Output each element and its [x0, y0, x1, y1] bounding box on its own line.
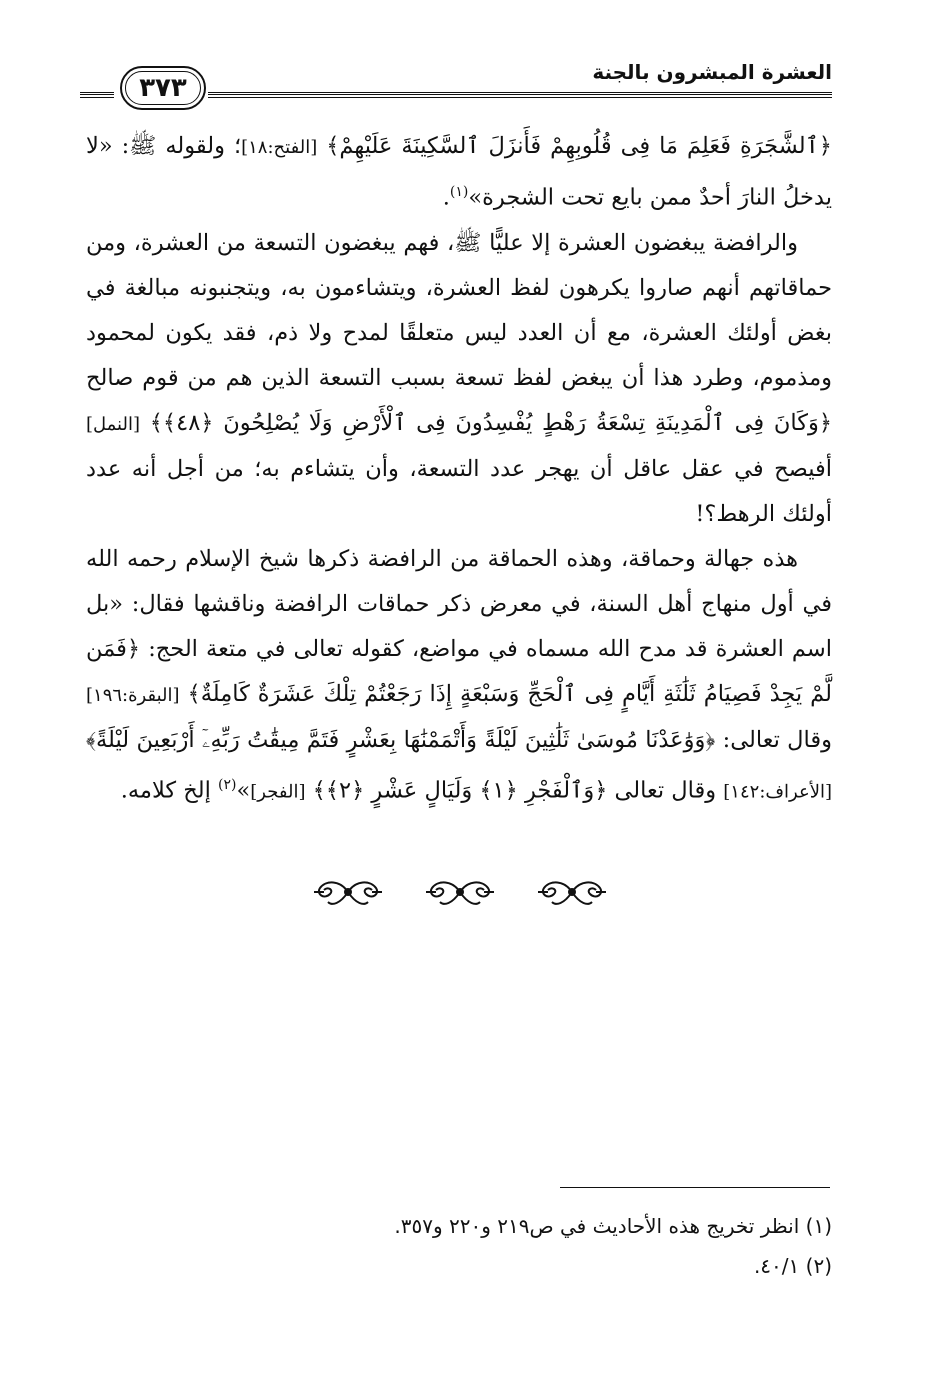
quran-verse: ﴿وَوَٰعَدْنَا مُوسَىٰ ثَلَٰثِينَ لَيْلَةً وَأَتْمَمْنَٰهَا بِعَشْرٍ فَتَمَّ مِيقَٰتُ رَبِّهِۦٓ أَرْبَعِينَ لَيْلَةً﴾	[86, 726, 716, 753]
footnote-2	[232, 1246, 832, 1286]
ornament-icon	[422, 872, 498, 912]
paragraph-1	[86, 124, 832, 221]
paragraph-text: ؛ ولقوله ﷺ: «لا يدخلُ النارَ أحدٌ ممن بايع تحت الشجرة»	[86, 133, 832, 211]
paragraph-end: .	[442, 184, 450, 211]
footnote-number: (٢)	[805, 1254, 832, 1278]
paragraph-text: وقال تعالى	[614, 777, 717, 803]
footnote-marker: (١)	[449, 184, 469, 200]
ornament-icon	[534, 872, 610, 912]
verse-reference: [الفتح:١٨]	[241, 137, 318, 158]
footnote-number: (١)	[805, 1214, 832, 1238]
paragraph-text: هذه جهالة وحماقة، وهذه الحماقة من الرافضة ذكرها شيخ الإسلام رحمه الله في أول منهاج أهل السنة، في معرض ذكر حماقات الرافضة وناقشها فقال: «بل اسم العشرة قد مدح الله مسماه في مواضع، كقوله تعالى في متعة الحج:	[86, 545, 833, 662]
paragraph-end: إلخ كلامه.	[120, 777, 211, 803]
quran-verse: ﴿وَكَانَ فِى ٱلْمَدِينَةِ تِسْعَةُ رَهْطٍ يُفْسِدُونَ فِى ٱلْأَرْضِ وَلَا يُصْلِحُونَ ﴿٤٨﴾﴾	[149, 409, 832, 436]
header-rule-left	[80, 92, 114, 98]
verse-reference: [الأعراف:١٤٢]	[723, 781, 832, 802]
section-ornaments	[310, 872, 610, 916]
page-number-text: ٣٧٣	[139, 73, 187, 103]
verse-reference: [الفجر]	[250, 781, 306, 802]
running-title: العشرة المبشرون بالجنة	[592, 60, 832, 84]
paragraph-2	[86, 221, 832, 537]
footnote-text: انظر تخريج هذه الأحاديث في ص٢١٩ و٢٢٠ و٣٥٧.	[394, 1214, 800, 1238]
body-text	[86, 124, 832, 814]
paragraph-text: وقال تعالى:	[722, 726, 833, 753]
header-rule	[208, 92, 832, 98]
footnotes	[232, 1206, 832, 1286]
paragraph-text: أفيصح في عقل عاقل أن يهجر عدد التسعة، وأن يتشاءم به؛ من أجل أنه عدد أولئك الرهط؟!	[86, 455, 832, 527]
verse-reference: [النمل]	[86, 413, 140, 435]
footnote-text: ٤٠/١.	[753, 1254, 800, 1278]
footnote-separator	[560, 1187, 830, 1188]
page-number	[120, 66, 206, 110]
quran-verse: ﴿فَمَن لَّمْ يَجِدْ فَصِيَامُ ثَلَٰثَةِ أَيَّامٍ فِى ٱلْحَجِّ وَسَبْعَةٍ إِذَا رَجَعْتُمْ تِلْكَ عَشَرَةٌ كَامِلَةٌ﴾	[86, 635, 832, 707]
footnote-marker: (٢)	[218, 776, 237, 793]
ornament-icon	[310, 872, 386, 912]
paragraph-text: والرافضة يبغضون العشرة إلا عليًّا ﷺ، فهم يبغضون التسعة من العشرة، ومن حماقاتهم أنهم صاروا يكرهون لفظ العشرة، ويتشاءمون به، ويتجنبونه مبالغة في بغض أولئك العشرة، مع أن العدد ليس متعلقًا لمدح ولا ذم، فقد يكون لمحمود ومذموم، وطرد هذا أن يبغض لفظ تسعة بسبب التسعة الذين هم من قوم صالح	[86, 229, 832, 391]
paragraph-3	[86, 537, 832, 815]
quote-close: »	[236, 777, 251, 803]
verse-reference: [البقرة:١٩٦]	[86, 684, 180, 706]
quran-verse: ﴿ٱلشَّجَرَةِ فَعَلِمَ مَا فِى قُلُوبِهِمْ فَأَنزَلَ ٱلسَّكِينَةَ عَلَيْهِمْ﴾	[326, 133, 832, 159]
quran-verse: ﴿وَٱلْفَجْرِ ﴿١﴾ وَلَيَالٍ عَشْرٍ ﴿٢﴾﴾	[312, 777, 608, 803]
page-header	[80, 52, 832, 112]
footnote-1	[232, 1206, 832, 1246]
